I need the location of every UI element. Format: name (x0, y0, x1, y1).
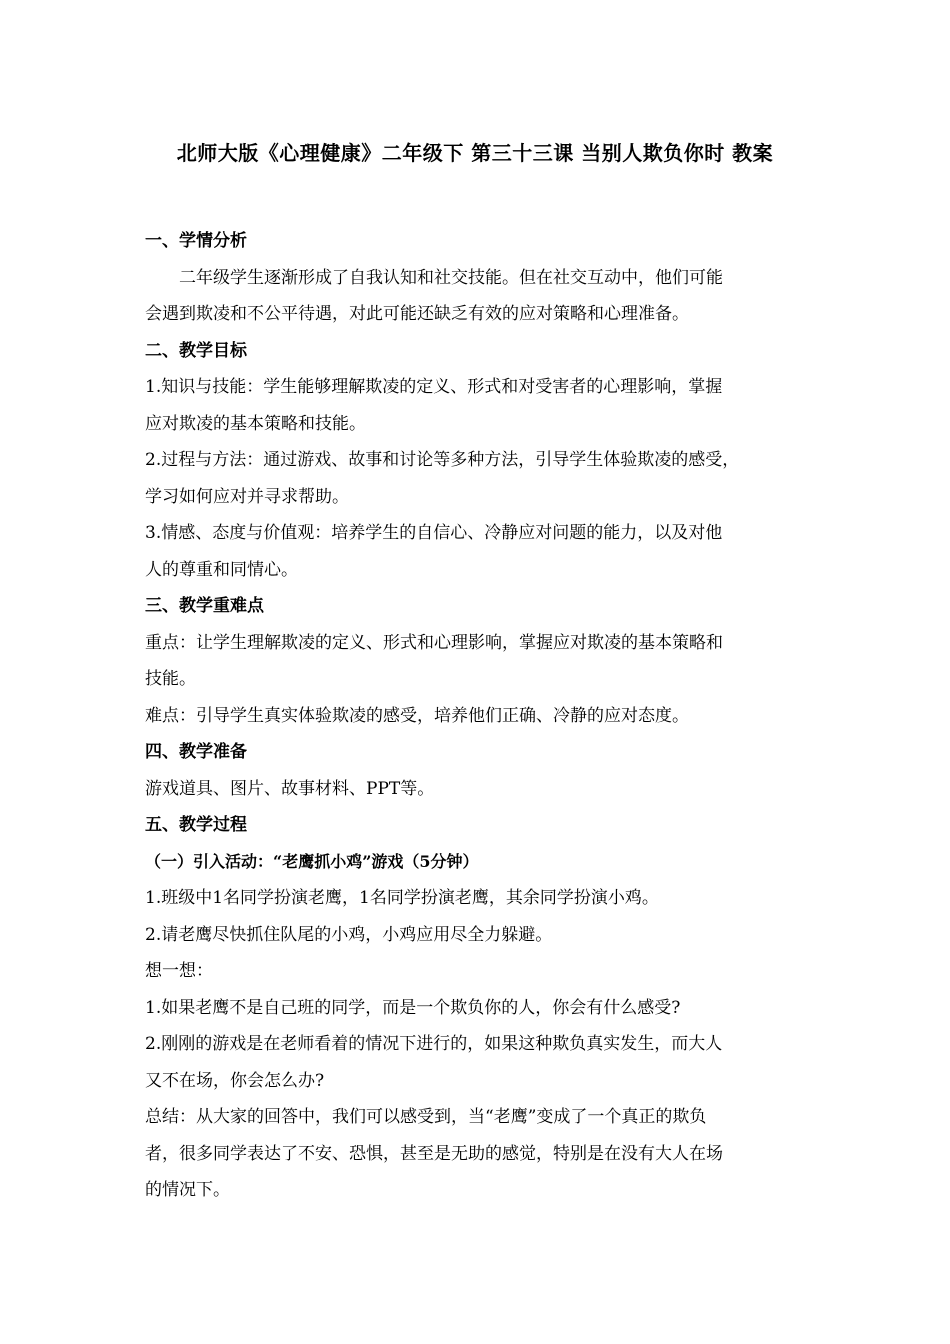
summary-paragraph (145, 1099, 809, 1209)
goal-line: 2.过程与方法：通过游戏、故事和讨论等多种方法，引导学生体验欺凌的感受， (145, 450, 740, 470)
goal-line: 学习如何应对并寻求帮助。 (145, 486, 349, 507)
summary-line: 总结：从大家的回答中，我们可以感受到，当“老鹰”变成了一个真正的欺负 (145, 1107, 707, 1127)
analysis-line: 会遇到欺凌和不公平待遇，对此可能还缺乏有效的应对策略和心理准备。 (145, 304, 689, 324)
goal-line: 3.情感、态度与价值观：培养学生的自信心、冷静应对问题的能力，以及对他 (145, 523, 723, 543)
goal-line: 1.知识与技能：学生能够理解欺凌的定义、形式和对受害者的心理影响，掌握 (145, 377, 723, 397)
activity-step: 1.班级中1名同学扮演老鹰，1名同学扮演老鹰，其余同学扮演小鸡。 (145, 888, 659, 908)
analysis-line: 二年级学生逐渐形成了自我认知和社交技能。但在社交互动中，他们可能 (179, 267, 723, 288)
question-line: 2.刚刚的游戏是在老师看着的情况下进行的，如果这种欺负真实发生，而大人 (145, 1034, 723, 1054)
section-heading-goals: 二、教学目标 (145, 340, 247, 361)
think-question (145, 1026, 809, 1099)
summary-line: 者，很多同学表达了不安、恐惧，甚至是无助的感觉，特别是在没有大人在场 (145, 1143, 723, 1164)
think-label: 想一想： (145, 961, 213, 981)
goal-item-knowledge (145, 369, 809, 442)
goal-line: 应对欺凌的基本策略和技能。 (145, 413, 366, 434)
section-heading-key-points: 三、教学重难点 (145, 596, 264, 616)
question-line: 1.如果老鹰不是自己班的同学，而是一个欺负你的人，你会有什么感受? (145, 997, 681, 1018)
focus-line: 重点：让学生理解欺凌的定义、形式和心理影响，掌握应对欺凌的基本策略和 (145, 632, 723, 653)
focus-line: 技能。 (145, 669, 196, 689)
section-heading-process: 五、教学过程 (145, 815, 247, 835)
question-line: 又不在场，你会怎么办? (145, 1070, 325, 1091)
goal-item-attitude (145, 515, 809, 588)
document-body (145, 223, 809, 1209)
think-question (145, 990, 809, 1027)
summary-line: 的情况下。 (145, 1180, 230, 1200)
activity-step: 2.请老鹰尽快抓住队尾的小鸡，小鸡应用尽全力躲避。 (145, 924, 553, 945)
key-point-difficulty: 难点：引导学生真实体验欺凌的感受，培养他们正确、冷静的应对态度。 (145, 705, 689, 726)
section-heading-analysis: 一、学情分析 (145, 231, 247, 251)
section-heading-preparation: 四、教学准备 (145, 742, 247, 762)
analysis-paragraph (145, 260, 809, 333)
document-title: 北师大版《心理健康》二年级下 第三十三课 当别人欺负你时 教案 (176, 141, 774, 165)
goal-line: 人的尊重和同情心。 (145, 559, 298, 580)
activity-title: （一）引入活动：“老鹰抓小鸡”游戏（5分钟） (145, 851, 479, 871)
preparation-text: 游戏道具、图片、故事材料、PPT等。 (145, 778, 435, 799)
key-point-focus (145, 625, 809, 698)
goal-item-process (145, 442, 809, 515)
